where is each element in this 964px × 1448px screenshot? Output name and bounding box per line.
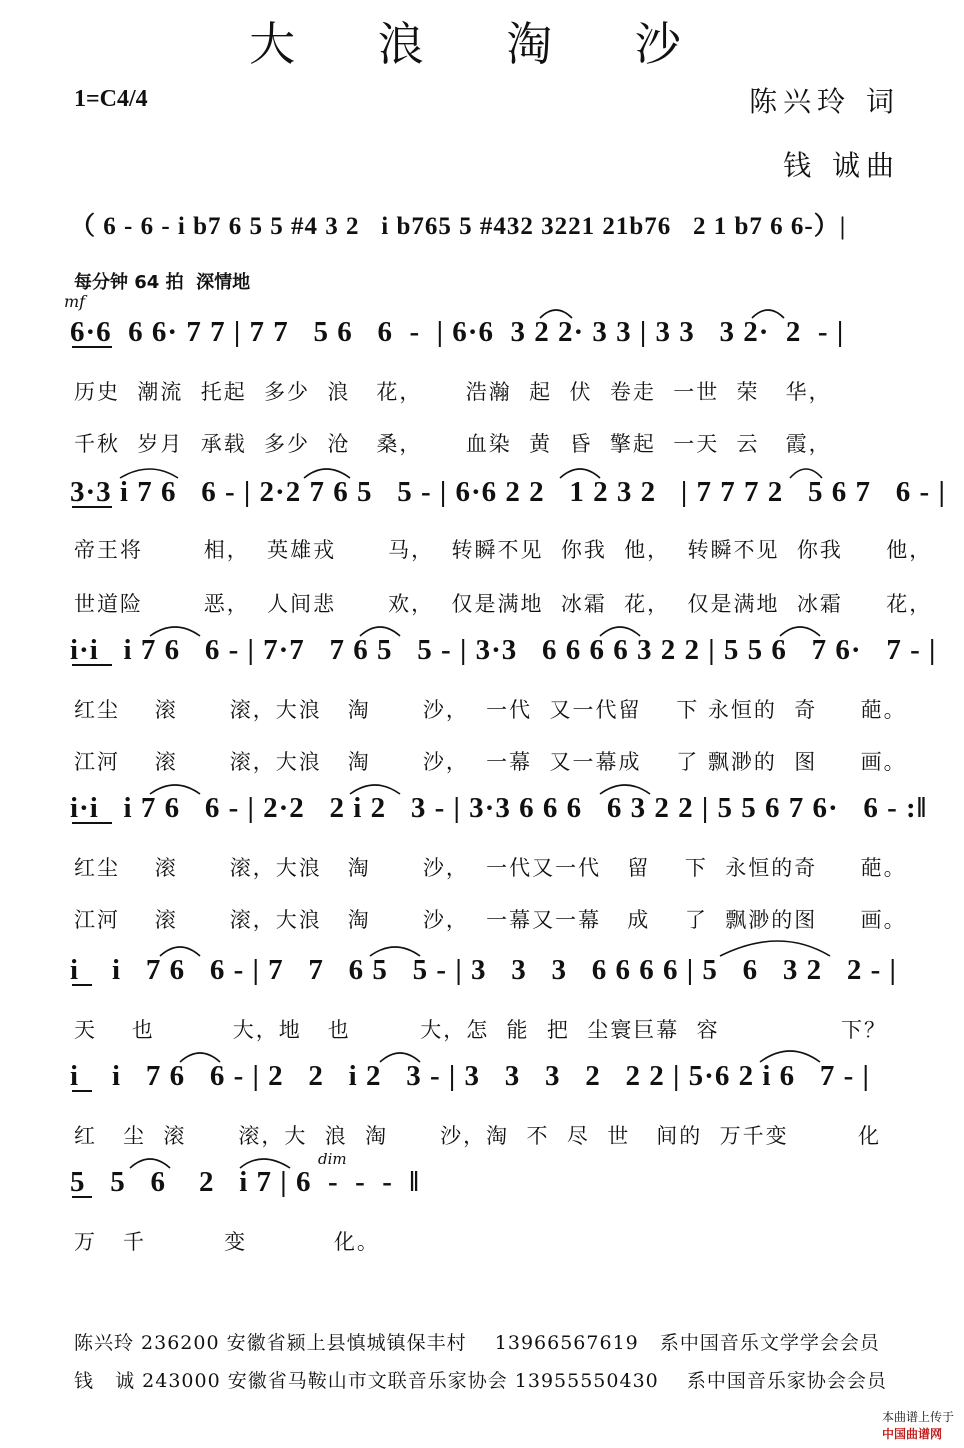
system-4-notes: i·i i 7 6 6 - | 2·2 2 i 2 3 - | 3·3 6 6 6 6 3 2 2 | 5 5 6 7 6· 6 - :‖ [70, 792, 928, 824]
source-watermark [874, 1394, 954, 1442]
system-3-lyric-1: 红尘 滚 滚，大浪 淘 沙， 一代 又一代留 下 永恒的 奇 葩。 [74, 698, 907, 722]
system-1-notes: 6·6 6 6· 7 7 | 7 7 5 6 6 - | 6·6 3 2 2· 3 3 | 3 3 3 2· 2 - | [70, 316, 845, 348]
system-4-lyric-2: 江河 滚 滚，大浪 淘 沙， 一幕又一幕 成 了 飘渺的图 画。 [74, 908, 907, 932]
lyricist-credit: 陈兴玲 词 [749, 85, 900, 118]
system-6-lyric-1: 红 尘 滚 滚，大 浪 淘 沙，淘 不 尽 世 间的 万千变 化 [74, 1124, 882, 1148]
dynamic-mf: mf [64, 292, 86, 311]
key-signature: 1=C4/4 [74, 86, 148, 112]
source-logo: 中国曲谱网 [881, 1427, 942, 1441]
system-2-lyric-2: 世道险 恶， 人间悲 欢， 仅是满地 冰霜 花， 仅是满地 冰霜 花， [74, 592, 933, 616]
song-title: 大 浪 淘 沙 [249, 17, 715, 71]
system-2-notes: 3·3 i 7 6 6 - | 2·2 7 6 5 5 - | 6·6 2 2 1 2 3 2 | 7 7 7 2 5 6 7 6 - | [70, 476, 946, 508]
dynamic-dim: dim [318, 1150, 347, 1168]
footer-line-lyricist: 陈兴玲 236200 安徽省颍上县慎城镇保丰村 13966567619 系中国音乐文学学会会员 [74, 1332, 880, 1354]
system-2-lyric-1: 帝王将 相， 英雄戎 马， 转瞬不见 你我 他， 转瞬不见 你我 他， [74, 538, 933, 562]
composer-credit: 钱 诚曲 [783, 149, 900, 182]
footer-line-composer: 钱 诚 243000 安徽省马鞍山市文联音乐家协会 13955550430 系中国音乐家协会会员 [74, 1370, 887, 1392]
source-label: 本曲谱上传于 [881, 1410, 954, 1424]
intro-notes: （ 6 - 6 - i b7 6 5 5 #4 3 2 i b765 5 #432 3221 21b76 2 1 b7 6 6-）| [70, 213, 847, 240]
system-1-lyric-2: 千秋 岁月 承载 多少 沧 桑， 血染 黄 昏 擎起 一天 云 霞， [74, 432, 832, 456]
system-6-notes: i i 7 6 6 - | 2 2 i 2 3 - | 3 3 3 2 2 2 | 5·6 2 i 6 7 - | [70, 1060, 870, 1092]
system-3-notes: i·i i 7 6 6 - | 7·7 7 6 5 5 - | 3·3 6 6 6 6 3 2 2 | 5 5 6 7 6· 7 - | [70, 634, 937, 666]
system-5-lyric-1: 天 也 大，地 也 大，怎 能 把 尘寰巨幕 容 下？ [74, 1018, 888, 1042]
system-1-lyric-1: 历史 潮流 托起 多少 浪 花， 浩瀚 起 伏 卷走 一世 荣 华， [74, 380, 832, 404]
system-7-notes: 5 5 6 2 i 7 | 6 - - - ‖ [70, 1166, 420, 1198]
tempo-marking: 每分钟 64 拍 深情地 [74, 272, 251, 293]
system-3-lyric-2: 江河 滚 滚，大浪 淘 沙， 一幕 又一幕成 了 飘渺的 图 画。 [74, 750, 907, 774]
system-4-lyric-1: 红尘 滚 滚，大浪 淘 沙， 一代又一代 留 下 永恒的奇 葩。 [74, 856, 907, 880]
system-5-notes: i i 7 6 6 - | 7 7 6 5 5 - | 3 3 3 6 6 6 6 | 5 6 3 2 2 - | [70, 954, 897, 986]
system-7-lyric-1: 万 千 变 化。 [74, 1230, 380, 1254]
